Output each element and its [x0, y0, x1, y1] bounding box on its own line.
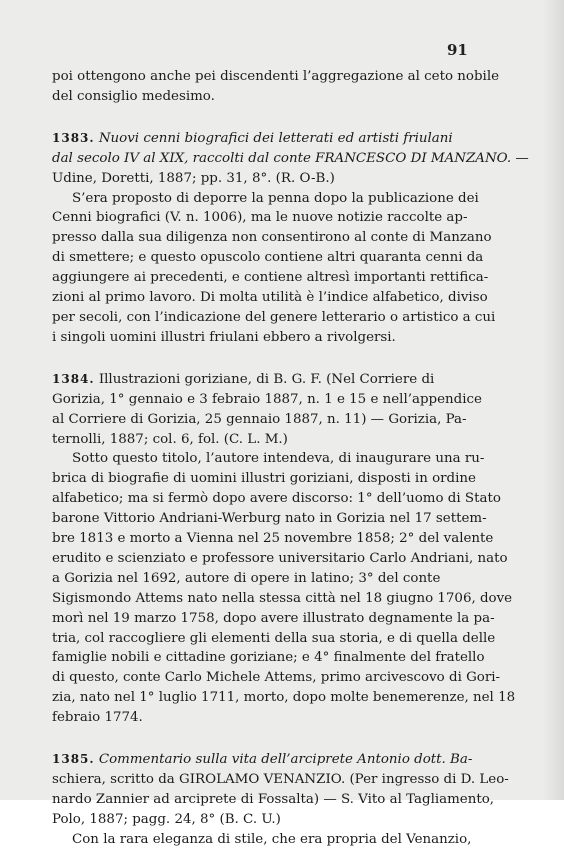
entry-number: 1383. [52, 130, 95, 145]
entry-header-line: ternolli, 1887; col. 6, fol. (C. L. M.) [52, 431, 288, 447]
entry-title: Illustrazioni goriziane, di B. G. F. (Nel Corriere di [98, 371, 435, 387]
entry-body-line: di smettere; e questo opuscolo contiene altri quaranta cenni da [52, 250, 484, 266]
entry-body-line: a Gorizia nel 1692, autore di opere in latino; 3° del conte [52, 570, 441, 586]
entry-body-line: erudito e scienziato e professore universitario Carlo Andriani, nato [52, 550, 508, 566]
entry-number: 1385. [52, 752, 95, 767]
entry-header-line: Polo, 1887; pagg. 24, 8° (B. C. U.) [52, 811, 281, 827]
entry-title: Commentario sulla vita dell’arciprete Antonio dott. Ba- [98, 752, 473, 768]
entry-body-line: Sigismondo Attems nato nella stessa città nel 18 giugno 1706, dove [52, 590, 513, 606]
entry-body-line: famiglie nobili e cittadine goriziane; e 4° finalmente del fratello [52, 650, 485, 666]
entry-body-line: zioni al primo lavoro. Di molta utilità è l’indice alfabetico, diviso [52, 290, 488, 306]
entry-header-line: schiera, scritto da GIROLAMO VENANZIO. (Per ingresso di D. Leo- [52, 772, 509, 787]
entry-body-line: barone Vittorio Andriani-Werburg nato in Gorizia nel 17 settem- [52, 511, 487, 527]
entry-header-line [52, 750, 472, 770]
entry-body-line: i singoli uomini illustri friulani ebbero a rivolgersi. [52, 329, 396, 345]
entry-header-line: dal secolo IV al XIX, raccolti dal conte FRANCESCO DI MANZANO. — [52, 150, 529, 166]
text-line: del consiglio medesimo. [52, 88, 215, 104]
page-number: 91 [447, 41, 468, 59]
entry-header-line: al Corriere di Gorizia, 25 gennaio 1887, n. 11) — Gorizia, Pa- [52, 411, 467, 427]
page-body [52, 67, 529, 850]
entry-header-line [52, 370, 472, 390]
entry-body-line: Cenni biografici (V. n. 1006), ma le nuove notizie raccolte ap- [52, 210, 468, 226]
entry-body-line: Con la rara eleganza di stile, che era propria del Venanzio, [72, 831, 472, 847]
entry-body-line: tria, col raccogliere gli elementi della sua storia, e di quella delle [52, 630, 496, 646]
entry-body-line: aggiungere ai precedenti, e contiene altresì importanti rettifica- [52, 270, 489, 286]
entry-body-line: di questo, conte Carlo Michele Attems, primo arcivescovo di Gori- [52, 670, 501, 686]
intro-paragraph [52, 67, 500, 107]
page-shadow [542, 0, 564, 800]
entry-body-line: morì nel 19 marzo 1758, dopo avere illustrato degnamente la pa- [52, 610, 495, 626]
entry-header-line [52, 129, 472, 149]
entry-number: 1384. [52, 371, 95, 386]
entry-body-line: presso dalla sua diligenza non consentirono al conte di Manzano [52, 230, 492, 246]
entry-body-line: alfabetico; ma si fermò dopo avere discorso: 1° dell’uomo di Stato [52, 491, 501, 507]
entry-body-line: brica di biografie di uomini illustri goriziani, disposti in ordine [52, 471, 476, 487]
entry-body-line: per secoli, con l’indicazione del genere letterario o artistico a cui [52, 309, 496, 325]
entry-1384 [52, 370, 516, 728]
entry-1383 [52, 129, 529, 348]
entry-1385 [52, 750, 509, 850]
entry-body-line: bre 1813 e morto a Vienna nel 25 novembre 1858; 2° del valente [52, 531, 494, 547]
entry-body-line: S’era proposto di deporre la penna dopo la publicazione dei [72, 190, 479, 206]
entry-header-line: Udine, Doretti, 1887; pp. 31, 8°. (R. O-B.) [52, 170, 335, 186]
entry-header-line: nardo Zannier ad arciprete di Fossalta) — S. Vito al Tagliamento, [52, 791, 495, 807]
text-line: poi ottengono anche pei discendenti l’aggregazione al ceto nobile [52, 69, 500, 84]
entry-body-line: Sotto questo titolo, l’autore intendeva, di inaugurare una ru- [72, 451, 485, 467]
entry-title: Nuovi cenni biografici dei letterati ed artisti friulani [98, 130, 453, 146]
entry-header-line: Gorizia, 1° gennaio e 3 febraio 1887, n. 1 e 15 e nell’appendice [52, 391, 482, 407]
entry-body-line: zia, nato nel 1° luglio 1711, morto, dopo molte benemerenze, nel 18 [52, 690, 516, 706]
entry-body-line: febraio 1774. [52, 710, 143, 726]
